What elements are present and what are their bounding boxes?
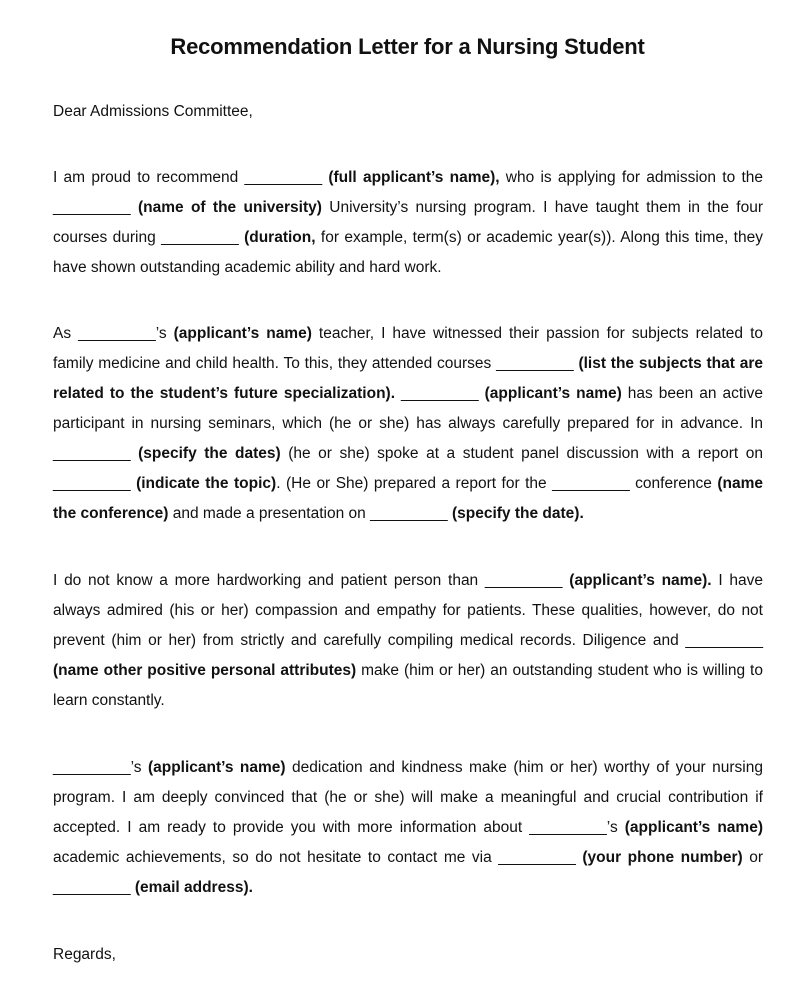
letter-text: and made a presentation on _________: [168, 505, 452, 522]
placeholder-hint: (applicant’s name): [624, 819, 763, 836]
page-title: Recommendation Letter for a Nursing Student: [170, 34, 645, 59]
paragraph-1: [53, 163, 763, 283]
placeholder-hint: (full applicant’s name),: [328, 169, 500, 186]
letter-text: for example, term(s) or academic year(s)). Along this time, they have shown outstanding academic ability and hard work.: [53, 229, 763, 276]
paragraph-3: [53, 566, 763, 716]
letter-text: dedication and kindness make (him or her) worthy of your nursing program. I am deeply convinced that (he or she) will make a meaningful and crucial contribution if accepted. I am ready to provide you with more information about _________’s: [53, 759, 763, 836]
placeholder-hint: (list the subjects that are related to the student’s future specialization).: [53, 355, 763, 402]
letter-text: academic achievements, so do not hesitate to contact me via _________: [53, 849, 583, 866]
letter-text: _________: [395, 385, 485, 402]
placeholder-hint: (applicant’s name): [173, 325, 312, 342]
letter-text: I am proud to recommend _________: [53, 169, 329, 186]
paragraph-4: [53, 753, 763, 903]
placeholder-hint: (specify the date).: [451, 505, 584, 522]
closing: Regards,: [53, 946, 116, 963]
placeholder-hint: (specify the dates): [138, 445, 281, 462]
letter-text: (he or she) spoke at a student panel discussion with a report on _________: [53, 445, 763, 492]
salutation: Dear Admissions Committee,: [53, 103, 253, 120]
placeholder-hint: (email address).: [134, 879, 253, 896]
letter-text: teacher, I have witnessed their passion for subjects related to family medicine and child health. To this, they attended courses _________: [53, 325, 763, 372]
placeholder-hint: (duration,: [244, 229, 316, 246]
placeholder-hint: (your phone number): [582, 849, 743, 866]
letter-text: I do not know a more hardworking and patient person than _________: [53, 572, 570, 589]
placeholder-hint: (name of the university): [137, 199, 322, 216]
placeholder-hint: (applicant’s name): [484, 385, 622, 402]
letter-text: or _________: [53, 849, 763, 896]
placeholder-hint: (name the conference): [53, 475, 763, 522]
letter-text: make (him or her) an outstanding student who is willing to learn constantly.: [53, 662, 763, 709]
placeholder-hint: (applicant’s name): [147, 759, 286, 776]
letter-text: has been an active participant in nursing seminars, which (he or she) has always carefully prepared for in advance. In _________: [53, 385, 763, 462]
placeholder-hint: (applicant’s name).: [569, 572, 712, 589]
letter-text: . (He or She) prepared a report for the _________ conference: [276, 475, 718, 492]
letter-text: I have always admired (his or her) compassion and empathy for patients. These qualities, however, do not prevent (him or her) from strictly and carefully compiling medical records. Diligence and _________: [53, 572, 763, 649]
letter-text: As _________’s: [53, 325, 174, 342]
placeholder-hint: (name other positive personal attributes): [53, 662, 357, 679]
paragraph-2: [53, 319, 763, 529]
letter-text: University’s nursing program. I have taught them in the four courses during _________: [53, 199, 763, 246]
placeholder-hint: (indicate the topic): [136, 475, 277, 492]
letter-text: who is applying for admission to the _________: [53, 169, 763, 216]
letter-text: _________’s: [53, 759, 148, 776]
